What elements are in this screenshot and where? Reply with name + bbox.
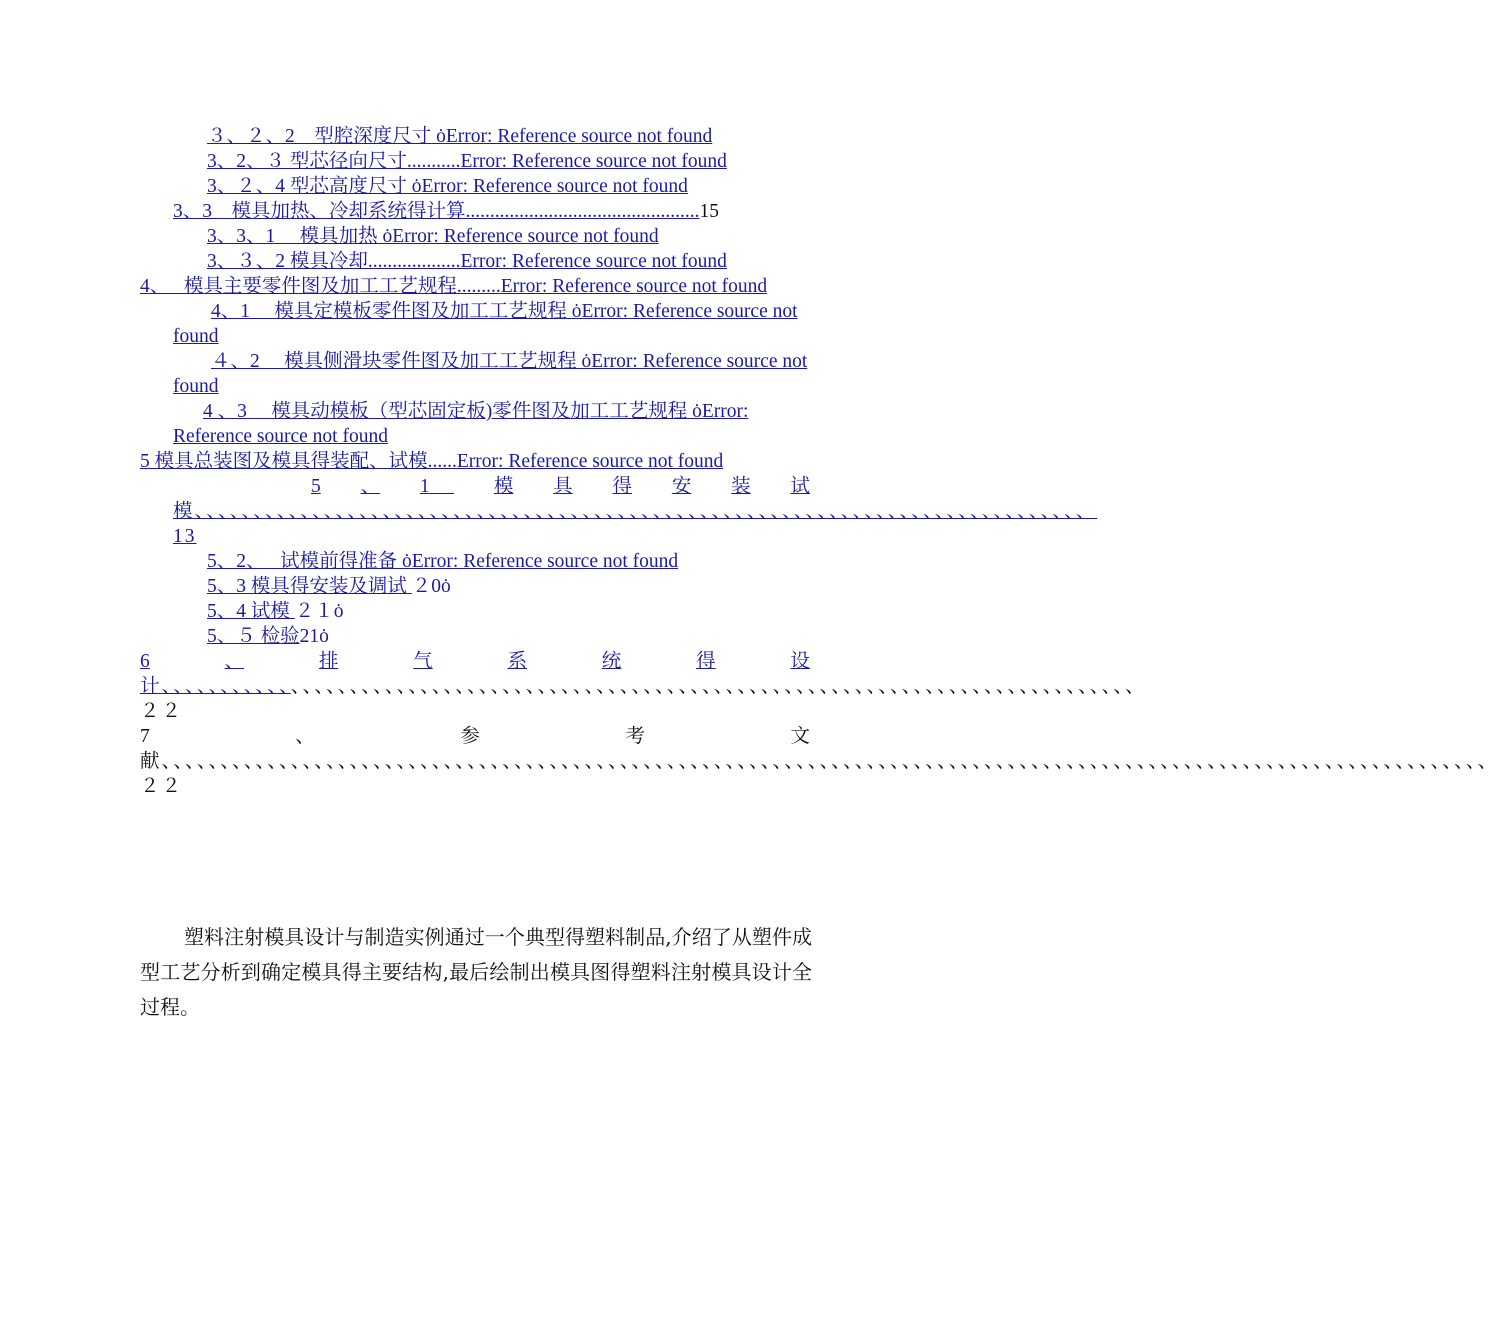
toc-entry-5-1[interactable] xyxy=(140,474,1098,549)
toc-link[interactable] xyxy=(553,474,573,499)
toc-label: 5、3 模具得安装及调试 xyxy=(207,576,407,597)
toc-error-text: Error: Reference source not found xyxy=(445,126,713,147)
toc-error-text: Error: Reference source not found xyxy=(173,351,808,397)
toc-label: 3、３、2 模具冷却 xyxy=(207,251,368,272)
toc-dots: ................... xyxy=(367,251,461,272)
toc-label-part: 试 xyxy=(790,476,810,497)
toc-link[interactable] xyxy=(207,151,727,172)
toc-link[interactable] xyxy=(696,649,716,674)
toc-page-number: 21 xyxy=(299,626,320,647)
toc-entry-5[interactable] xyxy=(140,449,810,474)
toc-entry-3-3-2[interactable] xyxy=(140,249,810,274)
toc-entry-5-4[interactable] xyxy=(140,599,810,624)
toc-entry-4-3[interactable] xyxy=(140,399,810,449)
toc-label: 5、５ 检验 xyxy=(207,626,300,647)
toc-link[interactable] xyxy=(173,401,748,447)
toc-error-text: Error: Reference source not found xyxy=(456,451,724,472)
toc-error-text: Error: Reference source not found xyxy=(392,226,659,247)
toc-link[interactable] xyxy=(140,649,150,674)
marker: ȯ xyxy=(581,351,592,372)
toc-entry-7 xyxy=(140,724,1499,799)
toc-label-part: 设 xyxy=(790,651,810,672)
toc-label: 5、4 试模 xyxy=(207,601,290,622)
marker: ȯ xyxy=(382,226,393,247)
toc-entry-3-2-4[interactable] xyxy=(140,174,810,199)
marker: ȯ xyxy=(333,601,344,622)
toc-error-text: Error: Reference source not found xyxy=(411,551,679,572)
toc-page-number: ２１ xyxy=(294,601,334,622)
toc-label-part: 安 xyxy=(671,476,692,497)
toc-link[interactable] xyxy=(173,351,807,397)
toc-dots: ......... xyxy=(456,276,501,297)
toc-link[interactable] xyxy=(207,251,727,272)
toc-entry-4[interactable] xyxy=(140,274,810,299)
toc-label: 4 、3 模具动模板（型芯固定板)零件图及加工工艺规程 xyxy=(203,401,688,422)
toc-entry-3-2-3[interactable] xyxy=(140,149,810,174)
toc-label-part: 排 xyxy=(318,651,339,672)
toc-label-part: 装 xyxy=(731,476,751,497)
toc-label: 3、3、1 模具加热 xyxy=(207,226,378,247)
toc-link[interactable] xyxy=(140,276,767,297)
table-of-contents xyxy=(140,124,1499,799)
toc-page-number: 15 xyxy=(699,201,720,222)
toc-link[interactable] xyxy=(311,474,321,499)
toc-label-part: 模 xyxy=(493,476,514,497)
toc-error-text: Error: Reference source not found xyxy=(421,176,688,197)
toc-link[interactable] xyxy=(207,626,300,647)
marker: ȯ xyxy=(319,626,329,647)
toc-link[interactable] xyxy=(140,676,291,697)
toc-dots: ...... xyxy=(427,451,457,472)
toc-entry-5-2[interactable] xyxy=(140,549,810,574)
toc-link[interactable] xyxy=(420,474,454,499)
toc-link[interactable] xyxy=(413,649,433,674)
toc-link[interactable] xyxy=(173,201,700,222)
toc-error-text: Error: Reference source not found xyxy=(460,151,727,172)
toc-label: 4、 模具主要零件图及加工工艺规程 xyxy=(140,276,457,297)
toc-link[interactable] xyxy=(507,649,527,674)
toc-continuation xyxy=(140,749,1499,799)
toc-justified-line xyxy=(173,474,810,499)
body-paragraph: 塑料注射模具设计与制造实例通过一个典型得塑料制品,介绍了从塑件成型工艺分析到确定模具得主要结构,最后绘制出模具图得塑料注射模具设计全过程。 xyxy=(140,925,812,1019)
toc-link[interactable] xyxy=(494,474,514,499)
toc-link[interactable] xyxy=(207,576,412,597)
toc-error-text: Error: Reference source not found xyxy=(173,401,749,447)
toc-justified-line xyxy=(140,649,810,674)
toc-label: 5 模具总装图及模具得装配、试模 xyxy=(140,451,428,472)
toc-label-part: 参 xyxy=(460,726,480,747)
toc-label-part: 气 xyxy=(413,651,433,672)
toc-dot-leader: 模、、、、、、、、、、、、、、、、、、、、、、、、、、、、、、、、、、、、、、、、、、、、、、、、、、、、、、、、、、、、、、、、、、、、、、、、、、、、 xyxy=(173,501,1098,522)
toc-link[interactable] xyxy=(207,176,688,197)
toc-link[interactable] xyxy=(207,551,678,572)
toc-label: 3、3 模具加热、冷却系统得计算 xyxy=(173,201,466,222)
toc-link[interactable] xyxy=(173,301,798,347)
toc-link[interactable] xyxy=(602,649,622,674)
toc-label-part: 、 xyxy=(295,726,315,747)
toc-link[interactable] xyxy=(790,649,810,674)
toc-label-part: 系 xyxy=(507,651,527,672)
toc-page-number: ２２ xyxy=(140,776,184,797)
toc-link[interactable] xyxy=(790,474,810,499)
toc-link[interactable] xyxy=(225,649,245,674)
toc-error-text: Error: Reference source not found xyxy=(500,276,768,297)
toc-label-part: 具 xyxy=(553,476,573,497)
toc-label-part: 统 xyxy=(601,651,622,672)
toc-dot-leader: 、、、、、、、、、、、、、、、、、、、、、、、、、、、、、、、、、、、、、、、、、、、、、、、、、、、、、、、、、、、、、、、、、、、、、、、、 xyxy=(290,676,1147,697)
toc-link[interactable] xyxy=(361,474,381,499)
toc-label-part: 得 xyxy=(612,476,632,497)
toc-label-part: 考 xyxy=(625,726,645,747)
toc-continuation xyxy=(140,674,1147,724)
toc-link[interactable] xyxy=(612,474,632,499)
toc-error-text: Error: Reference source not found xyxy=(173,301,798,347)
toc-link[interactable] xyxy=(140,451,723,472)
toc-label: ４、2 模具侧滑块零件图及加工工艺规程 xyxy=(211,351,577,372)
toc-label-part: 、 xyxy=(224,651,245,672)
marker: ȯ xyxy=(436,126,446,147)
toc-label: ３、２、2 型腔深度尺寸 xyxy=(207,126,432,147)
toc-entry-3-3[interactable] xyxy=(140,199,810,224)
toc-label-part: 7 xyxy=(140,726,150,747)
toc-dot-leader: 献、、、、、、、、、、、、、、、、、、、、、、、、、、、、、、、、、、、、、、、、、、、、、、、、、、、、、、、、、、、、、、、、、、、、、、、、、、、、、、、、、、、、、、、、、、、、、、、、、、、、、、、、、、、、、、、、、 xyxy=(140,751,1499,772)
toc-label-part: 文 xyxy=(790,726,810,747)
marker: ȯ xyxy=(692,401,702,422)
toc-label: 3、２、4 型芯高度尺寸 xyxy=(207,176,407,197)
toc-entry-3-2-2[interactable] xyxy=(140,124,810,149)
toc-label-part: 、 xyxy=(360,476,381,497)
toc-entry-3-3-1[interactable] xyxy=(140,224,810,249)
toc-page-number: ２２ xyxy=(140,701,184,722)
marker: ȯ xyxy=(402,551,412,572)
toc-label-part: 5 xyxy=(311,476,321,497)
toc-link[interactable] xyxy=(207,126,712,147)
toc-error-text: Error: Reference source not found xyxy=(460,251,727,272)
toc-link[interactable] xyxy=(207,601,295,622)
toc-label: 3、2、３ 型芯径向尺寸 xyxy=(207,151,407,172)
toc-entry-4-1[interactable] xyxy=(140,299,810,349)
marker: ȯ xyxy=(411,176,422,197)
toc-label: 5、2、 试模前得准备 xyxy=(207,551,398,572)
toc-dot-leader: 计、、、、、、、、、、、 xyxy=(140,676,291,697)
marker: ȯ xyxy=(441,576,451,597)
toc-entry-6[interactable] xyxy=(140,649,1147,724)
toc-link[interactable] xyxy=(672,474,692,499)
toc-justified-line xyxy=(140,724,810,749)
toc-link[interactable] xyxy=(173,501,1097,547)
toc-page-number: ２0 xyxy=(411,576,442,597)
toc-entry-5-3[interactable] xyxy=(140,574,810,599)
toc-entry-5-5[interactable] xyxy=(140,624,810,649)
toc-dots: ................................................ xyxy=(465,201,700,222)
marker: ȯ xyxy=(571,301,582,322)
toc-entry-4-2[interactable] xyxy=(140,349,810,399)
toc-label: 4、1 模具定模板零件图及加工工艺规程 xyxy=(211,301,567,322)
toc-continuation xyxy=(173,499,1098,549)
toc-link[interactable] xyxy=(319,649,339,674)
toc-link[interactable] xyxy=(731,474,751,499)
toc-link[interactable] xyxy=(207,226,659,247)
toc-dots: ........... xyxy=(406,151,461,172)
toc-label-part: 6 xyxy=(140,651,150,672)
toc-label-part: 1 xyxy=(419,476,430,497)
toc-page-number: 13 xyxy=(173,526,197,547)
toc-label-part: 得 xyxy=(696,651,716,672)
